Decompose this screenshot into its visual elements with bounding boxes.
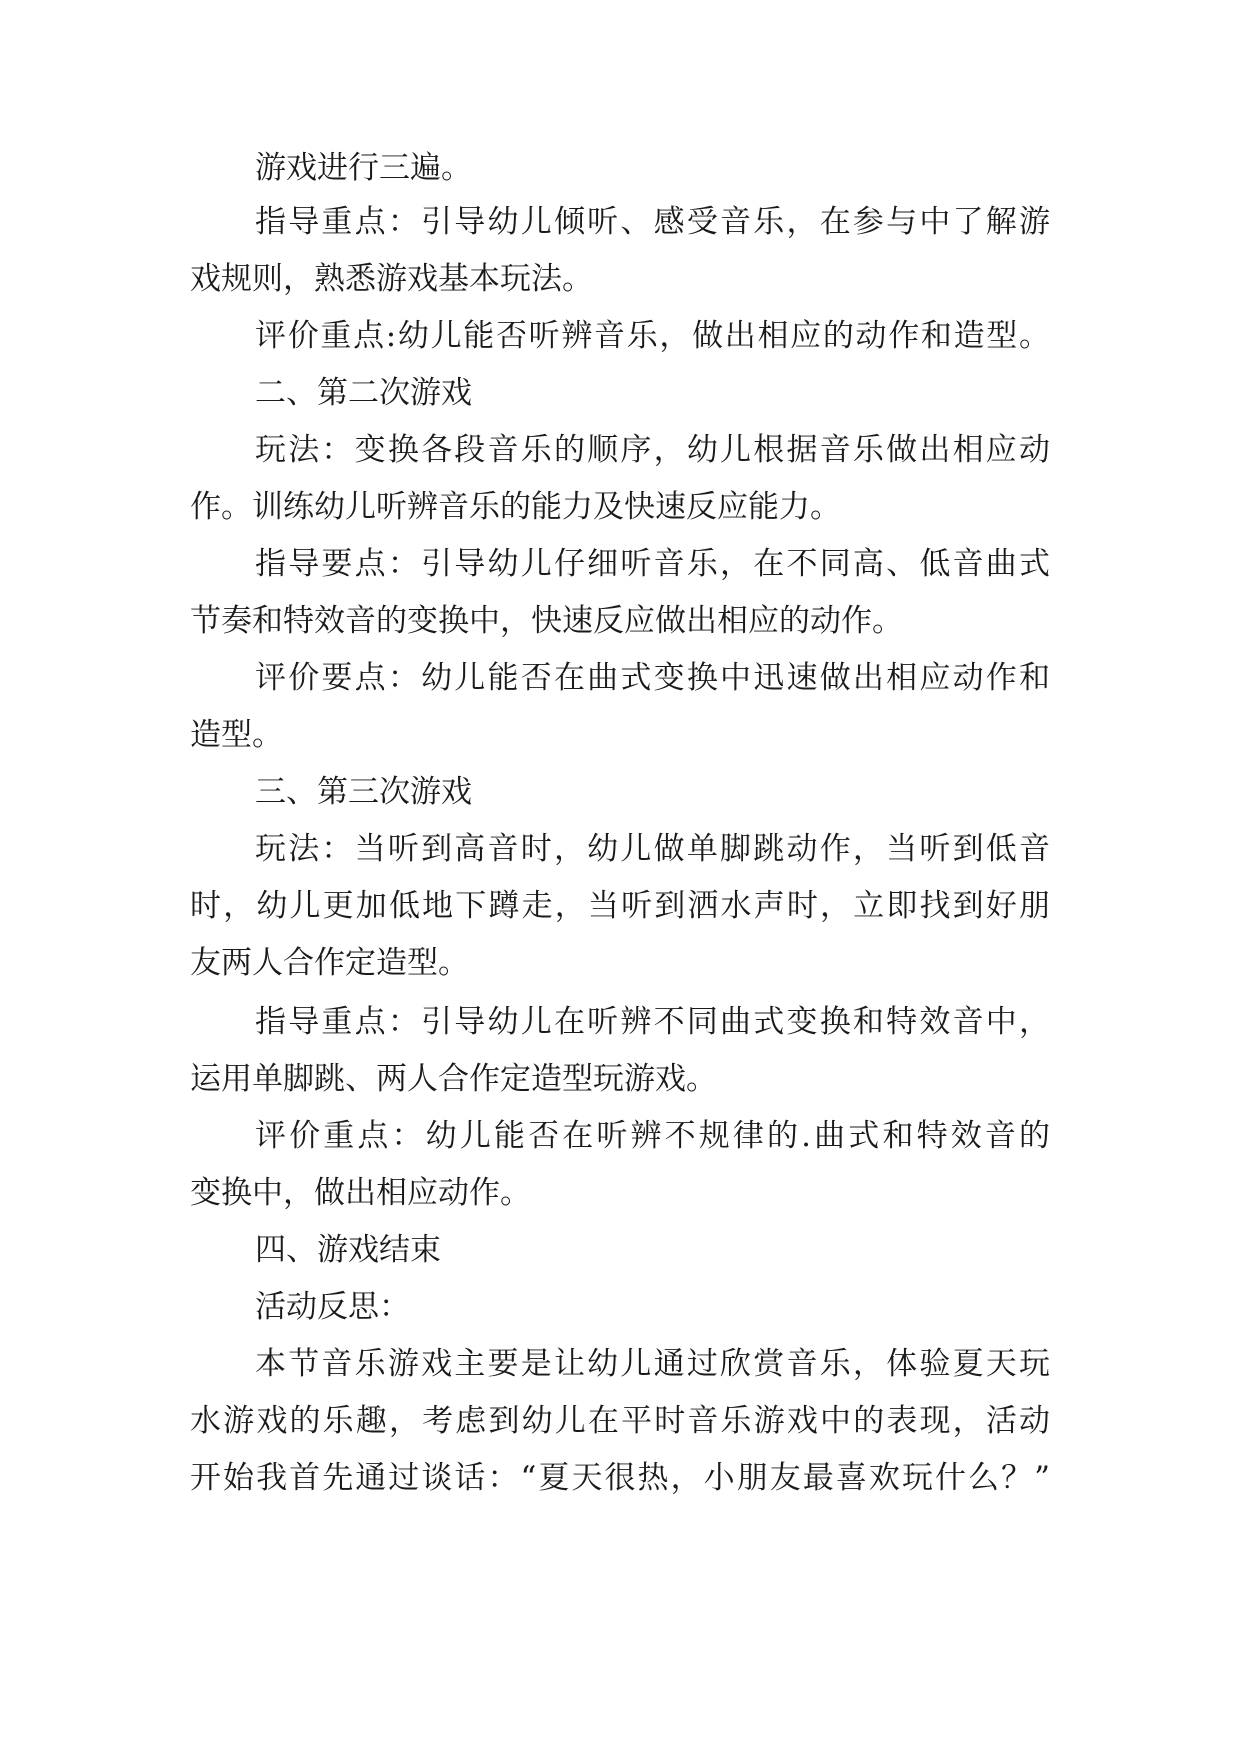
section-heading: 三、第三次游戏	[255, 774, 472, 810]
section-heading: 活动反思：	[255, 1289, 410, 1325]
paragraph-line: 评价要点：幼儿能否在曲式变换中迅速做出相应动作和	[255, 660, 1050, 696]
paragraph-line: 指导重点：引导幼儿在听辨不同曲式变换和特效音中，	[255, 1004, 1050, 1040]
paragraph-line: 运用单脚跳、两人合作定造型玩游戏。	[190, 1061, 717, 1097]
paragraph-line: 时，幼儿更加低地下蹲走，当听到洒水声时，立即找到好朋	[190, 888, 1050, 924]
section-heading: 四、游戏结束	[255, 1232, 441, 1268]
paragraph-line: 造型。	[190, 717, 283, 753]
paragraph-line: 戏规则，熟悉游戏基本玩法。	[190, 261, 593, 297]
paragraph-line: 开始我首先通过谈话：“夏天很热，小朋友最喜欢玩什么？”	[190, 1460, 1050, 1496]
paragraph-line: 作。训练幼儿听辨音乐的能力及快速反应能力。	[190, 489, 841, 525]
paragraph-line: 指导重点：引导幼儿倾听、感受音乐，在参与中了解游	[255, 204, 1050, 240]
paragraph-line: 变换中，做出相应动作。	[190, 1175, 531, 1211]
paragraph-line: 评价重点：幼儿能否在听辨不规律的.曲式和特效音的	[255, 1118, 1050, 1154]
section-heading: 二、第二次游戏	[255, 375, 472, 411]
paragraph-line: 评价重点:幼儿能否听辨音乐，做出相应的动作和造型。	[255, 318, 1050, 354]
paragraph-line: 玩法：变换各段音乐的顺序，幼儿根据音乐做出相应动	[255, 432, 1050, 468]
paragraph-line: 游戏进行三遍。	[255, 150, 472, 186]
paragraph-line: 节奏和特效音的变换中，快速反应做出相应的动作。	[190, 603, 903, 639]
paragraph-line: 玩法：当听到高音时，幼儿做单脚跳动作，当听到低音	[255, 831, 1050, 867]
paragraph-line: 友两人合作定造型。	[190, 945, 469, 981]
paragraph-line: 指导要点：引导幼儿仔细听音乐，在不同高、低音曲式	[255, 546, 1050, 582]
paragraph-line: 本节音乐游戏主要是让幼儿通过欣赏音乐，体验夏天玩	[255, 1346, 1050, 1382]
paragraph-line: 水游戏的乐趣，考虑到幼儿在平时音乐游戏中的表现，活动	[190, 1403, 1050, 1439]
